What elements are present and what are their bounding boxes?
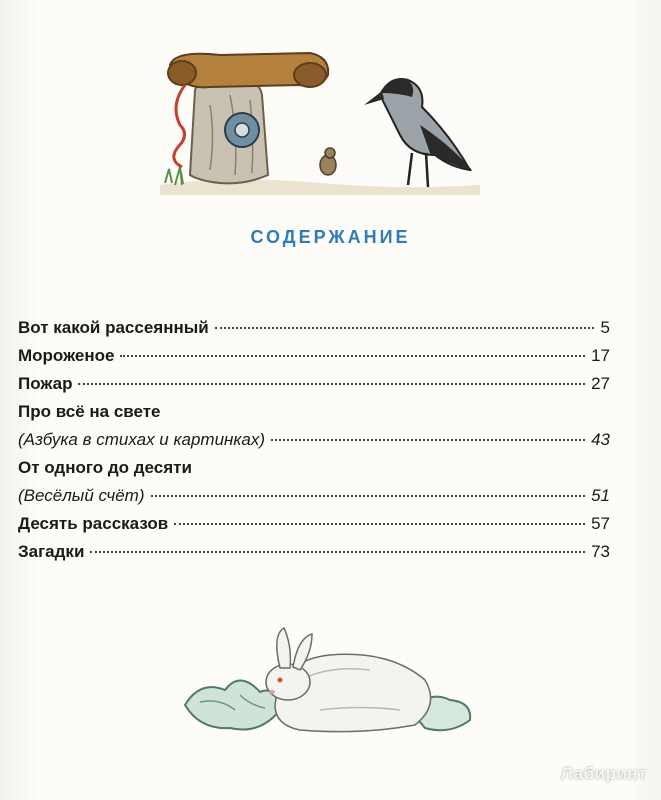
rabbit-cabbage-illustration: [180, 610, 480, 750]
watermark: Лабиринт: [560, 764, 647, 783]
toc-entry-page: 51: [591, 486, 610, 505]
toc-entry-title: Про всё на свете: [18, 402, 161, 421]
dot-leader: [151, 494, 586, 497]
toc-entry-title: Десять рассказов: [18, 514, 169, 533]
toc-entry[interactable]: [18, 542, 610, 570]
table-of-contents: [18, 318, 610, 570]
toc-entry-page: 27: [591, 374, 610, 393]
page-title: СОДЕРЖАНИЕ: [250, 227, 411, 247]
dot-leader: [271, 438, 585, 441]
toc-entry[interactable]: [18, 514, 610, 542]
toc-entry-title: Пожар: [18, 374, 73, 393]
toc-entry[interactable]: [18, 458, 610, 514]
dot-leader: [174, 522, 585, 525]
toc-entry-title: Вот какой рассеянный: [18, 318, 209, 337]
toc-entry[interactable]: [18, 346, 610, 374]
toc-entry-page: 5: [600, 318, 610, 337]
toc-entry[interactable]: [18, 318, 610, 346]
dot-leader: [215, 326, 594, 329]
dot-leader: [90, 550, 585, 553]
toc-entry-page: 57: [591, 514, 610, 533]
toc-entry[interactable]: [18, 374, 610, 402]
toc-entry-page: 43: [591, 430, 610, 449]
toc-entry-subtitle: (Весёлый счёт): [18, 486, 145, 505]
toc-entry-title: От одного до десяти: [18, 458, 192, 477]
dot-leader: [120, 354, 585, 357]
toc-entry-page: 73: [591, 542, 610, 561]
toc-entry-title: Загадки: [18, 542, 85, 561]
toc-entry-title: Мороженое: [18, 346, 115, 365]
toc-entry-page: 17: [591, 346, 610, 365]
toc-entry[interactable]: [18, 402, 610, 458]
dot-leader: [78, 382, 585, 385]
toc-entry-subtitle: (Азбука в стихах и картинках): [18, 430, 266, 449]
stump-telephone-crow-illustration: [150, 35, 490, 205]
